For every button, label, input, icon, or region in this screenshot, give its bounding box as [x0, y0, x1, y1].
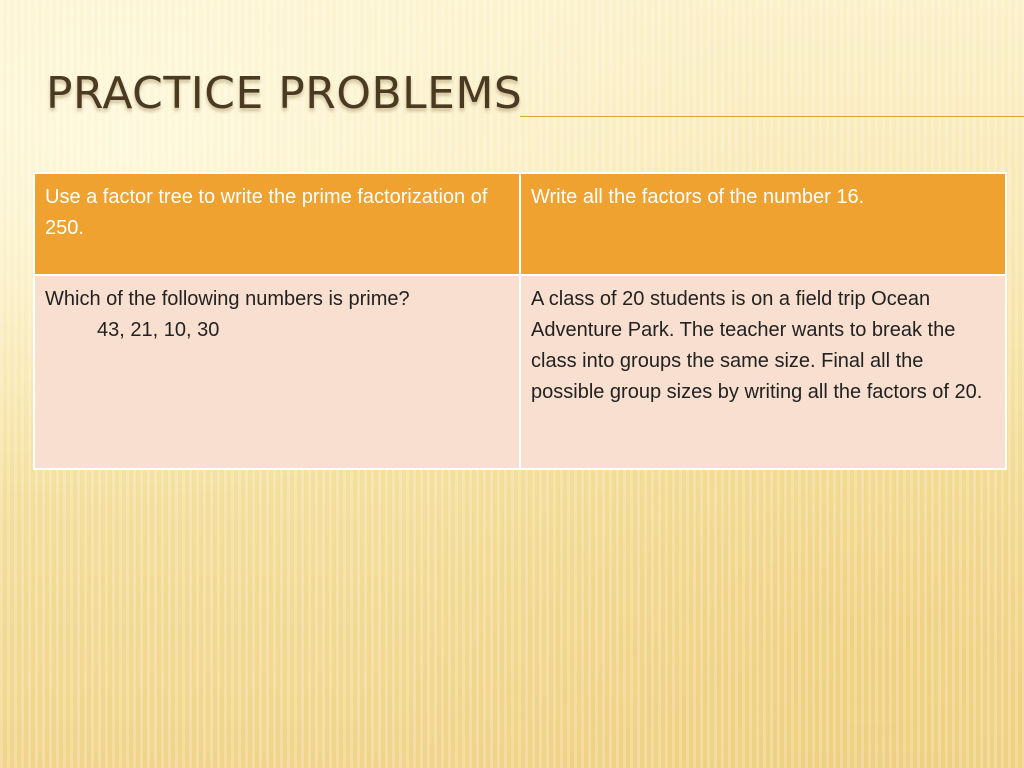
- problem-cell-group-sizes: [520, 275, 1006, 469]
- problem-text: A class of 20 students is on a field trip Ocean Adventure Park. The teacher wants to break the class into groups the same size. Final all the possible group sizes by writing all the factors of 20.: [531, 288, 983, 403]
- problem-text: Write all the factors of the number 16.: [531, 186, 865, 208]
- slide-title: PRACTICE PROBLEMS: [46, 68, 523, 119]
- table-body-row: [34, 275, 1006, 469]
- table-header-row: [34, 173, 1006, 275]
- problem-text: Which of the following numbers is prime?: [45, 288, 410, 310]
- practice-problems-table: [33, 172, 1007, 470]
- number-choices: 43, 21, 10, 30: [97, 319, 220, 341]
- title-underline: [520, 116, 1024, 117]
- problem-text: Use a factor tree to write the prime factorization of 250.: [45, 186, 488, 239]
- problem-cell-prime-factorization: [34, 173, 520, 275]
- problem-cell-which-prime: [34, 275, 520, 469]
- problem-cell-factors-16: [520, 173, 1006, 275]
